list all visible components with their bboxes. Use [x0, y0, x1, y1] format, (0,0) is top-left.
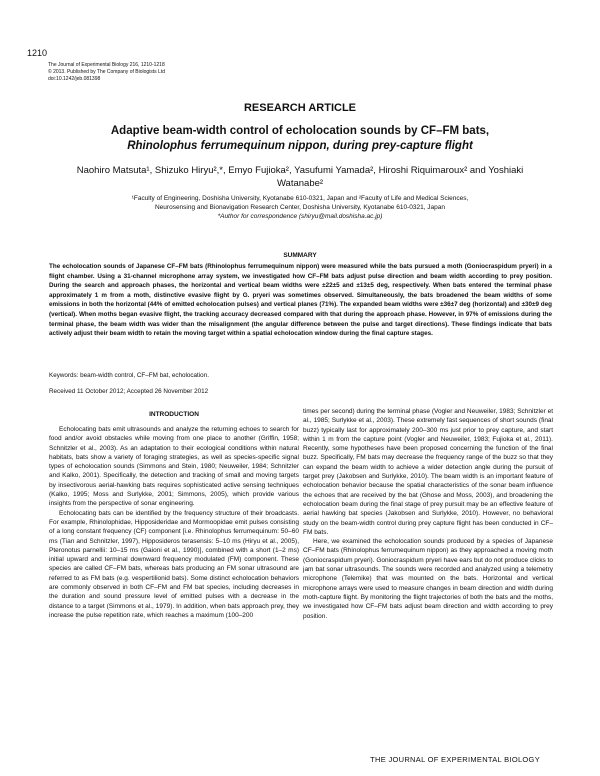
doi-line: doi:10.1242/jeb.081398	[48, 76, 101, 82]
authors: Naohiro Matsuta¹, Shizuko Hiryu²,*, Emyo Fujioka², Yasufumi Yamada², Hiroshi Riquimaroux² and Yoshiaki Watanabe²	[76, 165, 524, 189]
summary-text: The echolocation sounds of Japanese CF–FM bats (Rhinolophus ferrumequinum nippon) were measured while the bats pursued a moth (Goniocraspidum pryeri) in a flight chamber. Using a 31-channel microphone array system, we investigated how CF–FM bats adjust pulse direction and beam width according to prey position. During the search and approach phases, the horizontal and vertical beam widths were ±22±5 and ±13±5 deg, respectively. When bats entered the terminal phase approximately 1 m from a moth, distinctive evasive flight by G. pryeri was sometimes observed. Simultaneously, the bats broadened the beam widths of some emissions in both the horizontal (44% of emitted echolocation pulses) and vertical planes (71%). The expanded beam widths were ±36±7 deg (horizontal) and ±30±9 deg (vertical). When moths began evasive flight, the tracking accuracy decreased compared with that during the approach phase. However, in 97% of emissions during the terminal phase, the beam width was wider than the misalignment (the angular difference between the pulse and target directions). These findings indicate that bats actively adjust their beam width to retain the moving target within a spatial echolocation window during the final capture stages.	[49, 263, 552, 338]
page-number: 1210	[27, 48, 48, 58]
correspondence: *Author for correspondence (shiryu@mail.doshisha.ac.jp)	[217, 213, 383, 220]
paper-title	[60, 124, 540, 154]
journal-footer: THE JOURNAL OF EXPERIMENTAL BIOLOGY	[370, 755, 540, 764]
right-column	[303, 407, 553, 621]
summary-heading: SUMMARY	[283, 252, 317, 259]
affiliation-1: ¹Faculty of Engineering, Doshisha University, Kyotanabe 610-0321, Japan and ²Faculty of Life and Medical Sciences,	[131, 195, 469, 202]
affiliations	[55, 194, 545, 221]
title-line-1: Adaptive beam-width control of echolocation sounds by CF–FM bats,	[110, 125, 490, 137]
introduction-heading: INTRODUCTION	[149, 411, 199, 418]
article-type: RESEARCH ARTICLE	[243, 102, 357, 114]
title-line-2: Rhinolophus ferrumequinum nippon, during prey-capture flight	[127, 140, 473, 152]
copyright-line: © 2013. Published by The Company of Biologists Ltd	[48, 69, 165, 75]
paragraph: Here, we examined the echolocation sounds produced by a species of Japanese CF–FM bats (Rhinolophus ferrumequinum nippon) as they approached a moving moth (Goniocraspidum pryeri). Goniocraspidum pryeri have ears but do not produce clicks to jam bat sonar ultrasounds. The sounds were recorded and analyzed using a telemetry microphone (Telemike) that was mounted on the bats. Horizontal and vertical microphone arrays were used to measure changes in beam direction and width during moth-capture flight. By monitoring the flight trajectories of both the bats and the moths, we investigated how CF–FM bats adjust beam direction and width according to prey position.	[303, 538, 554, 620]
journal-info	[48, 62, 165, 83]
affiliation-2: Neurosensing and Bionavigation Research Center, Doshisha University, Kyotanabe 610-0321, Japan	[154, 204, 446, 211]
left-column	[49, 425, 299, 620]
paragraph: Echolocating bats can be identified by the frequency structure of their broadcasts. For example, Rhinolophidae, Hipposideridae and Mormoopidae emit pulses consisting of a long constant frequency (CF) component [i.e. Rhinolophus ferrumequinum: 50–60 ms (Tian and Schnitzler, 1997), Hipposideros terasensis: 5–10 ms (Hiryu et al., 2005), Pteronotus parnellii: 10–15 ms (Gaioni et al., 1990)], combined with a short (1–2 ms) initial upward and terminal downward frequency modulated (FM) component. These species are called CF–FM bats, whereas bats producing an FM sonar ultrasound are referred to as FM bats (e.g. vespertilionid bats). Some distinct echolocation behaviors are commonly observed in both CF–FM and FM bat species, including decreases in the duration and sound pressure level of emitted pulses with a decrease in the distance to a target (Simmons et al., 1979). In addition, when bats approach prey, they increase the pulse repetition rate, which reaches a maximum (100–200	[49, 509, 299, 619]
paragraph: times per second) during the terminal phase (Vogler and Neuweiler, 1983; Schnitzler et al., 1985; Surlykke et al., 2003). These extremely fast sequences of short sounds (final buzz) typically last for approximately 200–300 ms just prior to prey capture, and start within 1 m from the capture point (Vogler and Neuweiler, 1983; Fujioka et al., 2011). Recently, some hypotheses have been proposed concerning the function of the final buzz. Specifically, FM bats may decrease the frequency range of the buzz so that they can expand the beam width to achieve a wider detection angle during the pursuit of target prey (Jakobsen and Surlykke, 2010). The beam width is an important feature of echolocation behavior because the spatial characteristics of the sonar beam influence the echoes that are received by the bat (Ghose and Moss, 2003), and broadening the echolocation beam during the final stage of prey pursuit may be an effective feature of aerial hawking bat species (Jakobsen and Surlykke, 2010). However, no behavioral study on the beam-width control during prey capture flight has been conducted in CF–FM bats.	[303, 408, 553, 536]
keywords: Keywords: beam-width control, CF–FM bat, echolocation.	[49, 372, 209, 379]
journal-citation: The Journal of Experimental Biology 216, 1210-1218	[48, 62, 165, 68]
paragraph: Echolocating bats emit ultrasounds and analyze the returning echoes to search for food and/or avoid obstacles while moving from one place to another (Griffin, 1958; Schnitzler et al., 2003). As an adaptation to their ecological conditions within natural habitats, bats show a variety of foraging strategies, as well as species-specific signal types of echolocation sounds (Simmons and Stein, 1980; Neuweiler, 1984; Schnitzler and Kalko, 2001). Specifically, the detection and tracking of small and moving targets by insectivorous aerial-hawking bats requires sophisticated active sensing techniques (Kalko, 1995; Moss and Surlykke, 2001; Simmons, 2005), which provide various insights from the perspective of sonar engineering.	[49, 426, 299, 508]
received-date: Received 11 October 2012; Accepted 26 November 2012	[49, 388, 209, 395]
